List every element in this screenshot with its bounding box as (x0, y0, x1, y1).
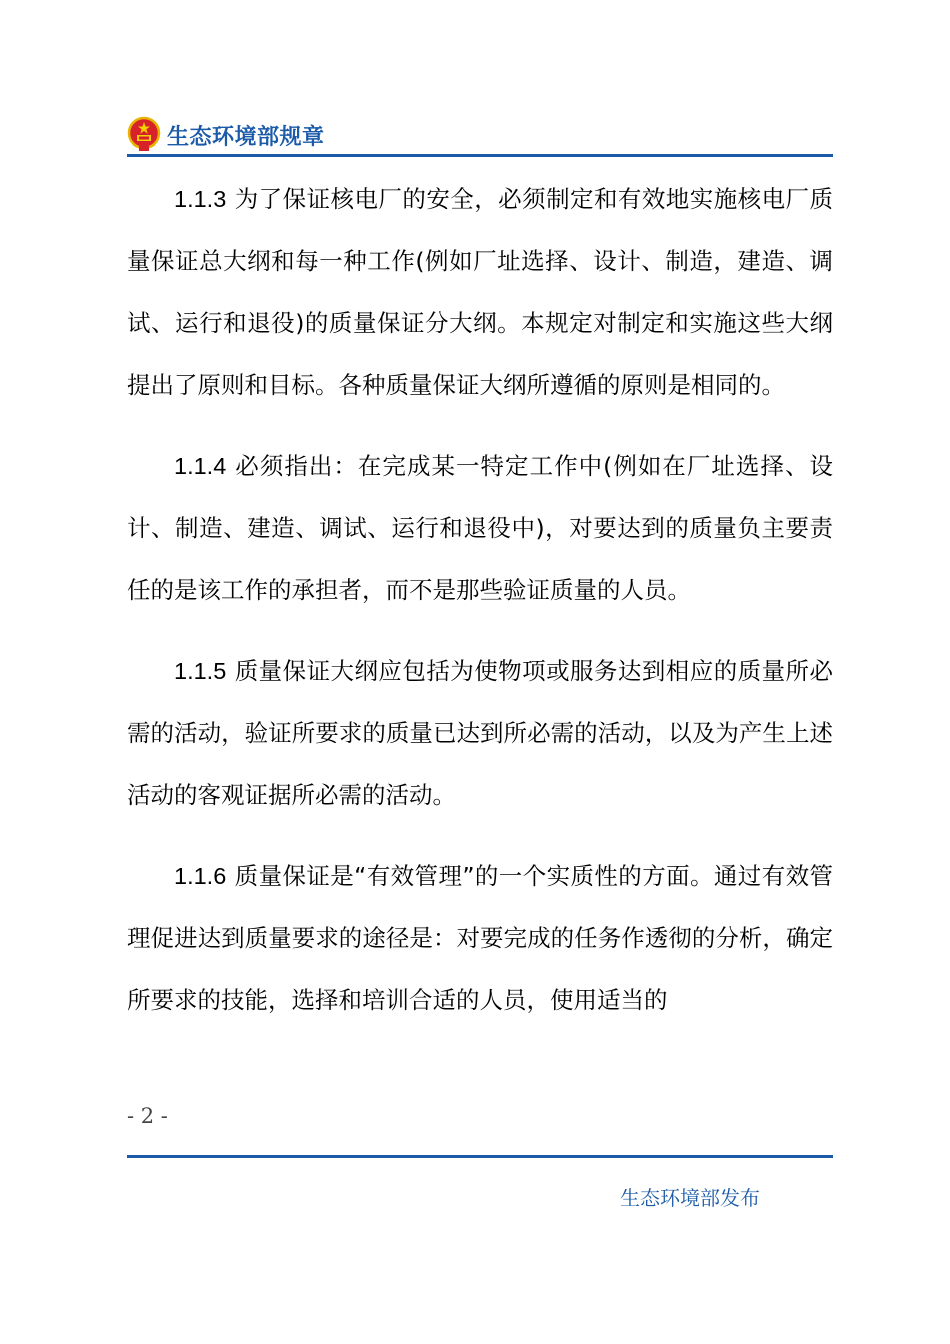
page-number: - 2 - (127, 1104, 168, 1128)
clause-text: 为了保证核电厂的安全，必须制定和有效地实施核电厂质量保证总大纲和每一种工作(例如厂址选择、设计、制造，建造、调试、运行和退役)的质量保证分大纲。本规定对制定和实施这些大纲提出了原则和目标。各种质量保证大纲所遵循的原则是相同的。 (127, 185, 833, 399)
clause-number: 1.1.3 (174, 186, 227, 212)
clause-number: 1.1.4 (174, 453, 227, 479)
document-body (127, 168, 833, 1050)
header-divider (127, 154, 833, 157)
page-header (127, 116, 833, 156)
paragraph-1-1-3 (127, 168, 833, 416)
national-emblem-icon (127, 116, 161, 152)
clause-number: 1.1.5 (174, 658, 227, 684)
clause-text: 质量保证大纲应包括为使物项或服务达到相应的质量所必需的活动，验证所要求的质量已达到所必需的活动，以及为产生上述活动的客观证据所必需的活动。 (127, 657, 833, 809)
clause-number: 1.1.6 (174, 863, 227, 889)
header-title: 生态环境部规章 (167, 125, 325, 150)
paragraph-1-1-4 (127, 435, 833, 621)
paragraph-1-1-6 (127, 845, 833, 1031)
footer-divider (127, 1155, 833, 1158)
clause-text: 必须指出：在完成某一特定工作中(例如在厂址选择、设计、制造、建造、调试、运行和退役中)，对要达到的质量负主要责任的是该工作的承担者，而不是那些验证质量的人员。 (127, 452, 833, 604)
footer-publisher: 生态环境部发布 (620, 1186, 760, 1210)
paragraph-1-1-5 (127, 640, 833, 826)
clause-text: 质量保证是“有效管理”的一个实质性的方面。通过有效管理促进达到质量要求的途径是：对要完成的任务作透彻的分析，确定所要求的技能，选择和培训合适的人员，使用适当的 (127, 862, 833, 1014)
